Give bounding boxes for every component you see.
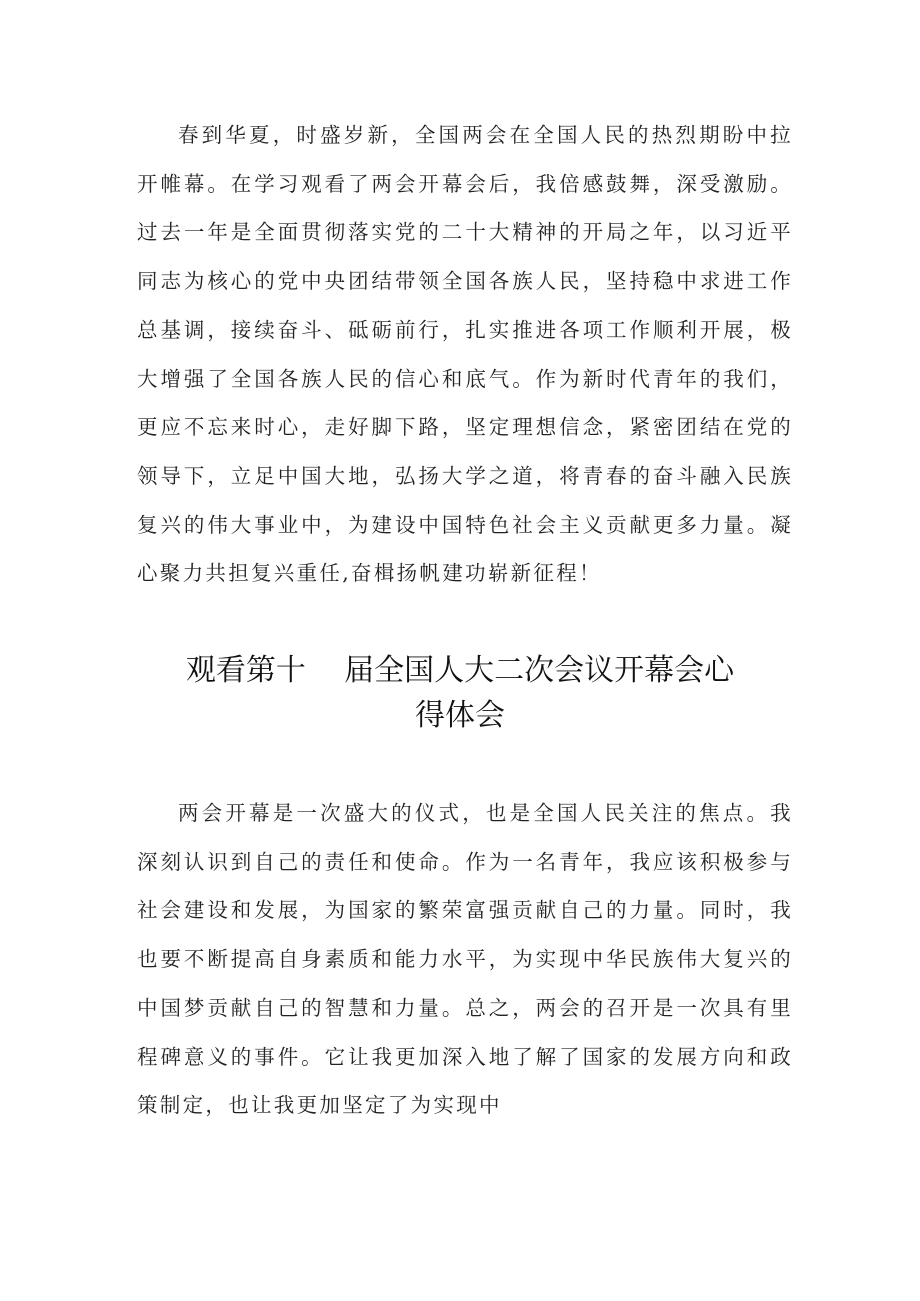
section-heading-line-1: 观看第十 届全国人大二次会议开幕会心	[185, 653, 735, 688]
section-heading-line-2: 得体会	[415, 698, 505, 733]
section-heading	[120, 648, 800, 738]
body-paragraph-2: 两会开幕是一次盛大的仪式，也是全国人民关注的焦点。我深刻认识到自己的责任和使命。作为一名青年，我应该积极参与社会建设和发展，为国家的繁荣富强贡献自己的力量。同时，我也要不断提高自身素质和能力水平，为实现中华民族伟大复兴的中国梦贡献自己的智慧和力量。总之，两会的召开是一次具有里程碑意义的事件。它让我更加深入地了解了国家的发展方向和政策制定，也让我更加坚定了为实现中	[137, 801, 793, 1118]
body-paragraph-1: 春到华夏，时盛岁新，全国两会在全国人民的热烈期盼中拉开帷幕。在学习观看了两会开幕会后，我倍感鼓舞，深受激励。过去一年是全面贯彻落实党的二十大精神的开局之年，以习近平同志为核心的党中央团结带领全国各族人民，坚持稳中求进工作总基调，接续奋斗、砥砺前行，扎实推进各项工作顺利开展，极大增强了全国各族人民的信心和底气。作为新时代青年的我们，更应不忘来时心，走好脚下路，坚定理想信念，紧密团结在党的领导下，立足中国大地，弘扬大学之道，将青春的奋斗融入民族复兴的伟大事业中，为建设中国特色社会主义贡献更多力量。凝心聚力共担复兴重任,奋楫扬帆建功崭新征程！	[137, 123, 793, 586]
